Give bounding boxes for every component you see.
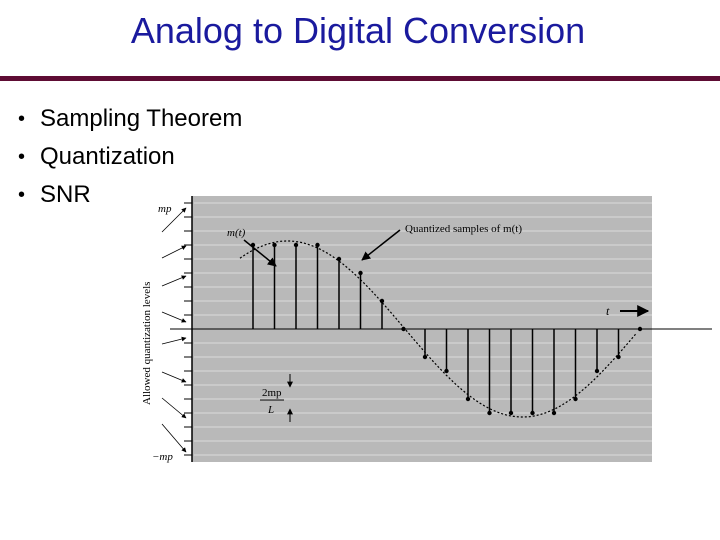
y-axis-label: Allowed quantization levels xyxy=(141,281,153,405)
sample-dot xyxy=(487,411,491,415)
sample-dot xyxy=(272,243,276,247)
level-arrows xyxy=(162,208,186,452)
t-axis-label: t xyxy=(606,304,610,318)
sample-dot xyxy=(509,411,513,415)
sample-dot xyxy=(358,271,362,275)
slide-title: Analog to Digital Conversion xyxy=(130,10,586,51)
level-arrow xyxy=(162,246,186,258)
sample-dot xyxy=(530,411,534,415)
sample-dot xyxy=(444,369,448,373)
sample-dot xyxy=(595,369,599,373)
sample-dot xyxy=(423,355,427,359)
mp-bottom-label: −mp xyxy=(152,451,173,463)
level-arrow xyxy=(162,276,186,286)
m-t-label: m(t) xyxy=(227,227,246,239)
sample-dot xyxy=(552,411,556,415)
bullet-text: Quantization xyxy=(40,143,175,170)
bullet-text: Sampling Theorem xyxy=(40,105,243,132)
sample-dot xyxy=(294,243,298,247)
bullet-dot-icon: • xyxy=(18,108,26,130)
step-numerator: 2mp xyxy=(262,387,282,399)
level-arrow xyxy=(162,398,186,418)
bullet-text: SNR xyxy=(40,181,91,208)
sample-dot xyxy=(337,257,341,261)
level-arrow xyxy=(162,338,186,344)
sample-dot xyxy=(315,243,319,247)
sample-dot xyxy=(638,327,642,331)
level-arrow xyxy=(162,372,186,382)
bullet-dot-icon: • xyxy=(18,184,26,206)
step-denominator: L xyxy=(268,404,275,416)
quantized-samples-label: Quantized samples of m(t) xyxy=(405,223,522,235)
bullet-dot-icon: • xyxy=(18,146,26,168)
sample-dot xyxy=(466,397,470,401)
level-arrow xyxy=(162,312,186,322)
level-arrow xyxy=(162,424,186,452)
mp-top-label: mp xyxy=(158,203,172,215)
